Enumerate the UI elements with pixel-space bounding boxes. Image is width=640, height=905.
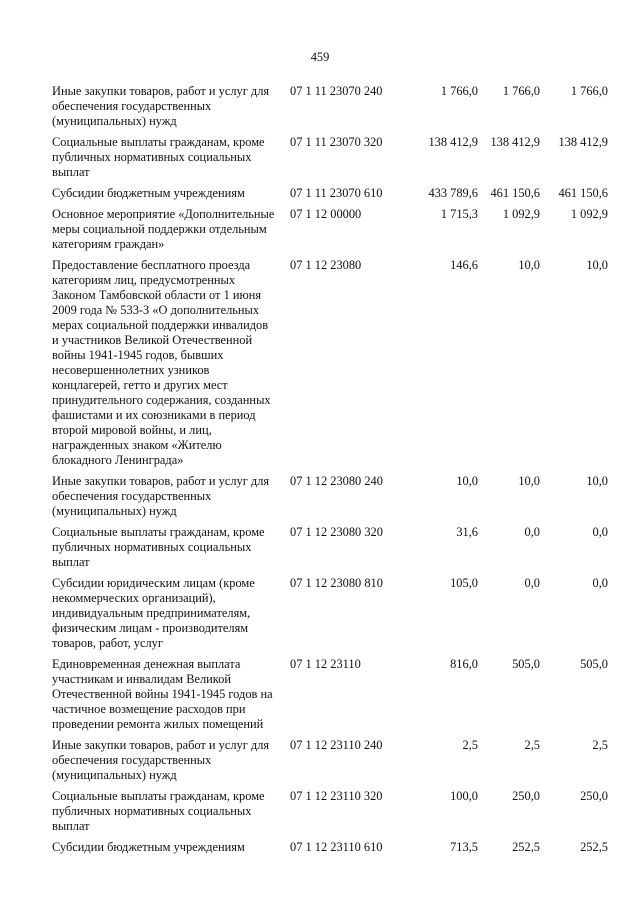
- row-code: 07 1 12 23080 320: [290, 525, 383, 539]
- table-row: [52, 258, 608, 474]
- row-name: Иные закупки товаров, работ и услуг для обеспечения государственных (муниципальных) нужд: [52, 474, 270, 518]
- row-value-3: 250,0: [580, 789, 608, 803]
- row-value-2: 1 092,9: [502, 207, 540, 221]
- row-value-2: 0,0: [524, 525, 540, 539]
- row-code: 07 1 12 23110 610: [290, 840, 383, 854]
- row-value-1: 105,0: [450, 576, 478, 590]
- row-value-2: 10,0: [518, 474, 540, 488]
- row-name: Основное мероприятие «Дополнительные меры социальной поддержки отдельным категориям граждан»: [52, 207, 275, 251]
- row-value-2: 1 766,0: [502, 84, 540, 98]
- row-value-1: 1 766,0: [440, 84, 478, 98]
- row-code: 07 1 12 23080: [290, 258, 362, 272]
- table-row: [52, 207, 608, 258]
- row-value-3: 1 766,0: [570, 84, 608, 98]
- row-value-2: 10,0: [518, 258, 540, 272]
- row-value-1: 10,0: [456, 474, 478, 488]
- row-value-1: 816,0: [450, 657, 478, 671]
- row-value-1: 713,5: [450, 840, 478, 854]
- row-code: 07 1 12 23110 320: [290, 789, 383, 803]
- page-number: 459: [310, 50, 330, 64]
- row-value-1: 433 789,6: [428, 186, 478, 200]
- row-value-1: 146,6: [450, 258, 478, 272]
- table-row: [52, 135, 608, 186]
- row-value-3: 138 412,9: [558, 135, 608, 149]
- row-code: 07 1 12 23110 240: [290, 738, 383, 752]
- row-value-1: 31,6: [456, 525, 478, 539]
- row-name: Иные закупки товаров, работ и услуг для обеспечения государственных (муниципальных) нужд: [52, 84, 270, 128]
- row-value-1: 1 715,3: [440, 207, 478, 221]
- table-row: [52, 474, 608, 525]
- table-row: [52, 789, 608, 840]
- row-name: Субсидии бюджетным учреждениям: [52, 840, 245, 854]
- budget-table: [52, 84, 608, 861]
- table-row: [52, 657, 608, 738]
- row-code: 07 1 11 23070 610: [290, 186, 383, 200]
- row-value-2: 2,5: [524, 738, 540, 752]
- row-value-3: 1 092,9: [570, 207, 608, 221]
- row-value-3: 252,5: [580, 840, 608, 854]
- row-value-3: 10,0: [586, 258, 608, 272]
- table-row: [52, 576, 608, 657]
- table-row: [52, 186, 608, 207]
- row-code: 07 1 11 23070 320: [290, 135, 383, 149]
- row-value-3: 505,0: [580, 657, 608, 671]
- row-code: 07 1 12 23110: [290, 657, 361, 671]
- row-code: 07 1 12 23080 240: [290, 474, 383, 488]
- row-value-1: 138 412,9: [428, 135, 478, 149]
- row-code: 07 1 12 00000: [290, 207, 362, 221]
- row-name: Иные закупки товаров, работ и услуг для обеспечения государственных (муниципальных) нужд: [52, 738, 270, 782]
- row-value-1: 2,5: [462, 738, 478, 752]
- row-code: 07 1 11 23070 240: [290, 84, 383, 98]
- row-value-2: 250,0: [512, 789, 540, 803]
- row-value-2: 252,5: [512, 840, 540, 854]
- row-value-3: 0,0: [592, 525, 608, 539]
- row-value-1: 100,0: [450, 789, 478, 803]
- row-value-3: 461 150,6: [558, 186, 608, 200]
- row-value-2: 461 150,6: [490, 186, 540, 200]
- table-row: [52, 840, 608, 861]
- row-name: Социальные выплаты гражданам, кроме публичных нормативных социальных выплат: [52, 135, 265, 179]
- row-value-2: 0,0: [524, 576, 540, 590]
- row-name: Субсидии бюджетным учреждениям: [52, 186, 245, 200]
- row-name: Субсидии юридическим лицам (кроме некоммерческих организаций), индивидуальным предпринимателям, физическим лицам - производителям товаров, работ, услуг: [52, 576, 255, 650]
- row-name: Социальные выплаты гражданам, кроме публичных нормативных социальных выплат: [52, 789, 265, 833]
- budget-table-body: [52, 84, 608, 861]
- table-row: [52, 738, 608, 789]
- row-value-3: 2,5: [592, 738, 608, 752]
- row-value-3: 10,0: [586, 474, 608, 488]
- row-value-3: 0,0: [592, 576, 608, 590]
- table-row: [52, 84, 608, 135]
- row-name: Единовременная денежная выплата участникам и инвалидам Великой Отечественной войны 1941-1945 годов на частичное возмещение расходов при проведении ремонта жилых помещений: [52, 657, 273, 731]
- row-value-2: 505,0: [512, 657, 540, 671]
- row-name: Предоставление бесплатного проезда категориям лиц, предусмотренных Законом Тамбовской области от 1 июня 2009 года № 533-З «О дополнительных мерах социальной поддержки инвалидов и участников Великой Отечественной войны 1941-1945 годов, бывших несовершеннолетних узников концлагерей, гетто и других мест принудительного содержания, созданных фашистами и их союзниками в период второй мировой войны, и лиц, награжденных знаком «Жителю блокадного Ленинграда»: [52, 258, 271, 467]
- row-code: 07 1 12 23080 810: [290, 576, 383, 590]
- row-value-2: 138 412,9: [490, 135, 540, 149]
- table-row: [52, 525, 608, 576]
- row-name: Социальные выплаты гражданам, кроме публичных нормативных социальных выплат: [52, 525, 265, 569]
